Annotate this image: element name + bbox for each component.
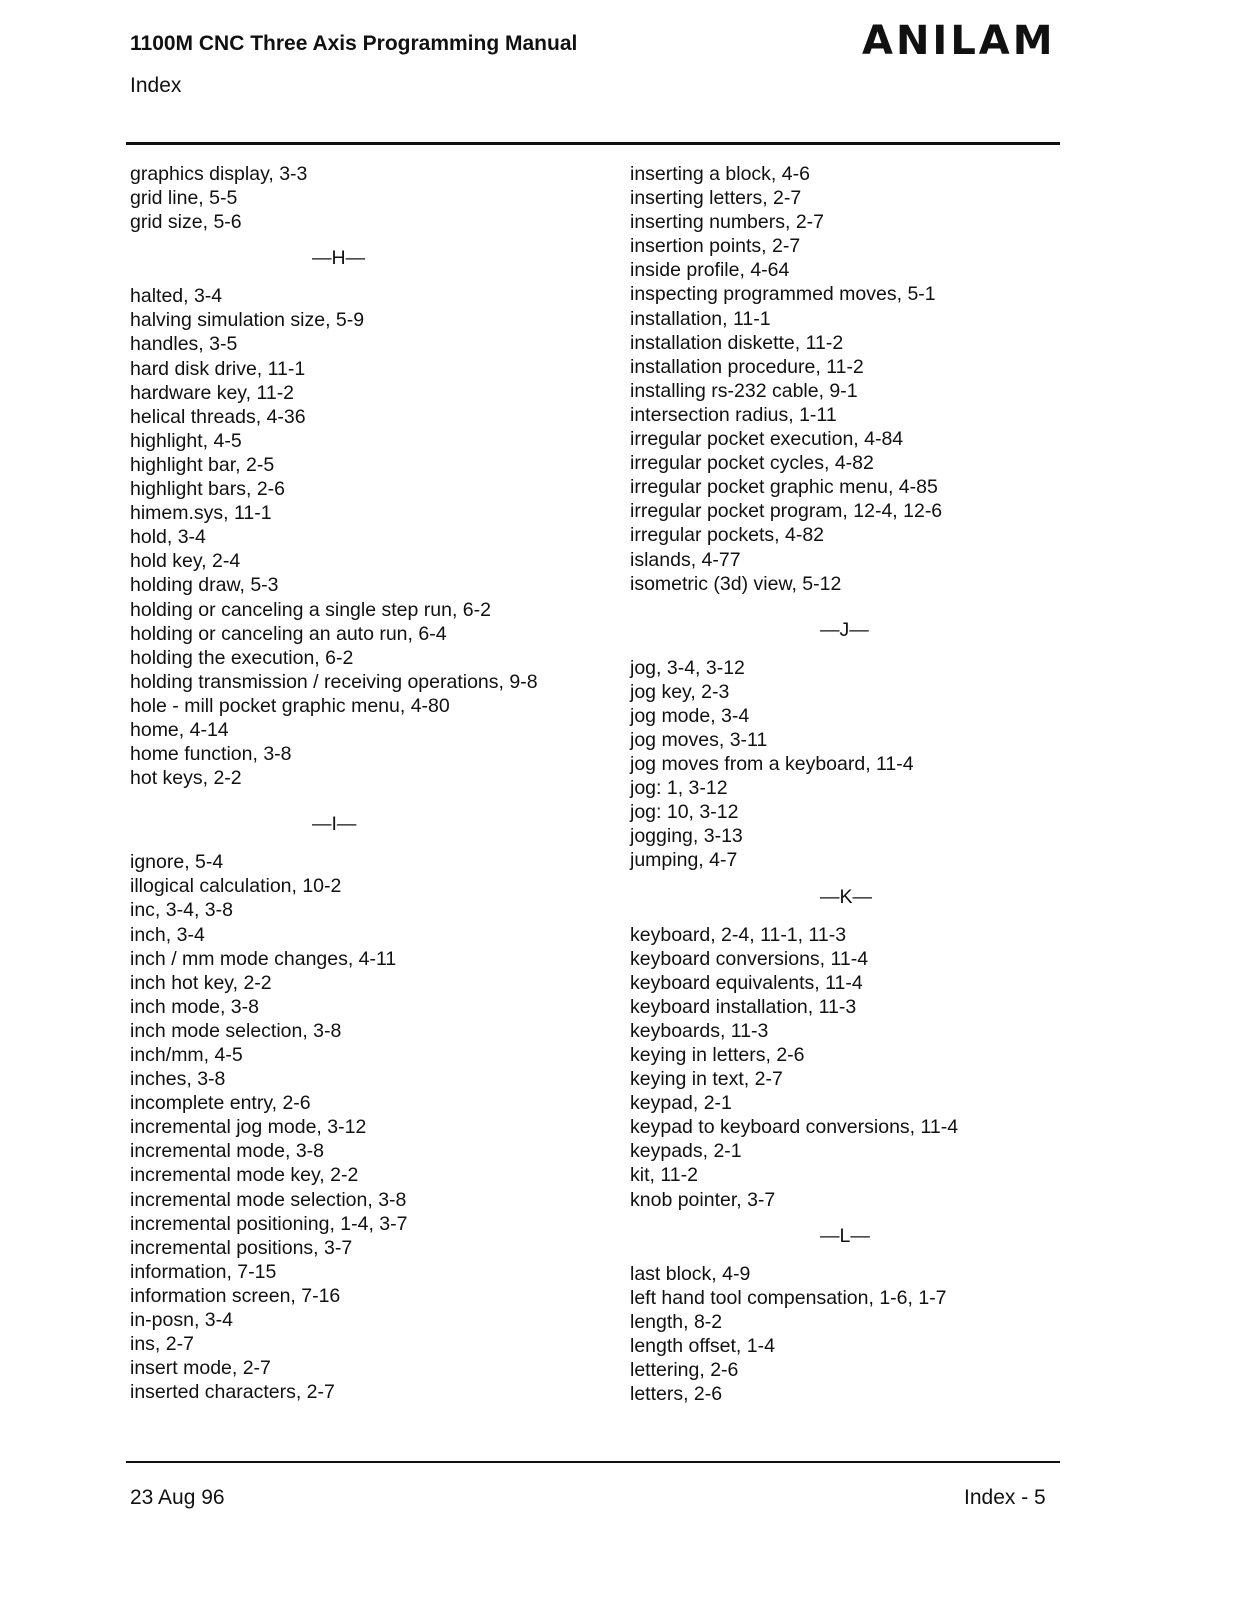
index-entry: keyboards, 11-3	[630, 1019, 769, 1042]
index-entry: jogging, 3-13	[630, 825, 743, 848]
section-i-continued-entries	[630, 162, 1060, 596]
index-entry: inserting letters, 2-7	[630, 187, 802, 210]
index-entry: length offset, 1-4	[630, 1334, 775, 1357]
index-entry: inserting numbers, 2-7	[630, 211, 825, 234]
index-entry: keypad, 2-1	[630, 1092, 732, 1115]
index-entry: left hand tool compensation, 1-6, 1-7	[630, 1286, 947, 1309]
index-entry: irregular pocket execution, 4-84	[630, 428, 904, 451]
index-entry: holding the execution, 6-2	[130, 646, 354, 669]
section-k-entries	[630, 923, 1060, 1212]
index-entry: inch / mm mode changes, 4-11	[130, 947, 397, 970]
section-h-entries	[130, 284, 610, 790]
section-i-entries	[130, 850, 610, 1404]
index-entry: jog, 3-4, 3-12	[630, 656, 745, 679]
index-entry: handles, 3-5	[130, 333, 238, 356]
index-entry: islands, 4-77	[630, 548, 741, 571]
index-entry: holding or canceling a single step run, 6-2	[130, 598, 491, 621]
index-entry: keyboard installation, 11-3	[630, 995, 857, 1018]
index-entry: hot keys, 2-2	[130, 767, 242, 790]
section-heading-k: —K—	[820, 885, 873, 908]
index-entry: information screen, 7-16	[130, 1284, 341, 1307]
index-entry: inches, 3-8	[130, 1068, 226, 1091]
index-entry: intersection radius, 1-11	[630, 403, 837, 426]
index-entry: length, 8-2	[630, 1310, 723, 1333]
index-entry: insertion points, 2-7	[630, 235, 801, 258]
index-entry: incremental mode selection, 3-8	[130, 1188, 407, 1211]
index-entry: incremental jog mode, 3-12	[130, 1116, 367, 1139]
index-entry: highlight, 4-5	[130, 429, 242, 452]
index-entry: incomplete entry, 2-6	[130, 1092, 311, 1115]
index-entry: installation procedure, 11-2	[630, 355, 864, 378]
section-heading-j: —J—	[820, 618, 869, 641]
index-entry: irregular pocket graphic menu, 4-85	[630, 476, 938, 499]
section-g-entries	[130, 162, 610, 234]
index-entry: keypad to keyboard conversions, 11-4	[630, 1116, 959, 1139]
footer-page-number: Index - 5	[964, 1486, 1046, 1509]
index-entry: inch mode, 3-8	[130, 995, 259, 1018]
index-entry: installation diskette, 11-2	[630, 331, 844, 354]
index-entry: inside profile, 4-64	[630, 259, 790, 282]
index-entry: ignore, 5-4	[130, 851, 224, 874]
index-entry: incremental mode key, 2-2	[130, 1164, 359, 1187]
index-entry: illogical calculation, 10-2	[130, 875, 342, 898]
index-entry: knob pointer, 3-7	[630, 1188, 776, 1211]
index-entry: irregular pocket program, 12-4, 12-6	[630, 500, 943, 523]
index-entry: jog mode, 3-4	[630, 704, 750, 727]
index-entry: incremental positions, 3-7	[130, 1236, 353, 1259]
index-entry: jog: 1, 3-12	[630, 777, 728, 800]
index-entry: hard disk drive, 11-1	[130, 357, 306, 380]
index-entry: keyboard equivalents, 11-4	[630, 971, 863, 994]
index-entry: installing rs-232 cable, 9-1	[630, 379, 858, 402]
index-entry: irregular pocket cycles, 4-82	[630, 452, 874, 475]
index-entry: letters, 2-6	[630, 1383, 723, 1406]
index-entry: jog moves, 3-11	[630, 728, 768, 751]
index-entry: helical threads, 4-36	[130, 405, 306, 428]
index-entry: holding transmission / receiving operations, 9-8	[130, 670, 538, 693]
index-entry: information, 7-15	[130, 1260, 277, 1283]
index-entry: graphics display, 3-3	[130, 163, 308, 185]
index-entry: lettering, 2-6	[630, 1359, 739, 1382]
index-entry: halted, 3-4	[130, 285, 223, 308]
index-column-right	[630, 162, 1060, 1406]
header-subtitle: Index	[130, 74, 182, 97]
index-entry: grid size, 5-6	[130, 211, 242, 234]
index-entry: home function, 3-8	[130, 743, 292, 766]
index-entry: inch mode selection, 3-8	[130, 1019, 342, 1042]
brand-logo: ANILAM	[862, 18, 1056, 64]
section-heading-i: —I—	[312, 813, 357, 836]
top-divider	[126, 142, 1060, 145]
index-entry: in-posn, 3-4	[130, 1309, 233, 1332]
index-entry: grid line, 5-5	[130, 187, 238, 210]
index-entry: inch, 3-4	[130, 923, 205, 946]
index-entry: keyboard conversions, 11-4	[630, 947, 869, 970]
index-entry: highlight bars, 2-6	[130, 478, 286, 501]
index-entry: inch hot key, 2-2	[130, 971, 272, 994]
index-entry: highlight bar, 2-5	[130, 453, 275, 476]
index-entry: hold key, 2-4	[130, 550, 241, 573]
index-column-left	[130, 162, 610, 1404]
index-entry: incremental positioning, 1-4, 3-7	[130, 1212, 408, 1235]
index-entry: keypads, 2-1	[630, 1140, 742, 1163]
index-entry: irregular pockets, 4-82	[630, 524, 825, 547]
footer-date: 23 Aug 96	[130, 1486, 225, 1509]
index-entry: holding or canceling an auto run, 6-4	[130, 622, 447, 645]
section-j-entries	[630, 656, 1060, 873]
index-entry: keying in text, 2-7	[630, 1068, 783, 1091]
index-entry: inc, 3-4, 3-8	[130, 899, 233, 922]
index-entry: keyboard, 2-4, 11-1, 11-3	[630, 923, 847, 946]
index-entry: keying in letters, 2-6	[630, 1044, 805, 1066]
index-entry: insert mode, 2-7	[130, 1357, 271, 1380]
index-entry: jog: 10, 3-12	[630, 801, 739, 824]
index-entry: home, 4-14	[130, 718, 229, 741]
index-entry: holding draw, 5-3	[130, 574, 279, 597]
index-entry: hardware key, 11-2	[130, 381, 295, 404]
bottom-divider	[126, 1461, 1060, 1463]
index-entry: isometric (3d) view, 5-12	[630, 572, 842, 595]
index-entry: jumping, 4-7	[630, 849, 738, 872]
index-entry: inch/mm, 4-5	[130, 1044, 243, 1066]
section-heading-l: —L—	[820, 1224, 870, 1247]
index-entry: last block, 4-9	[630, 1262, 751, 1285]
index-entry: halving simulation size, 5-9	[130, 309, 365, 332]
index-entry: himem.sys, 11-1	[130, 502, 272, 525]
index-entry: inserted characters, 2-7	[130, 1381, 335, 1404]
index-entry: installation, 11-1	[630, 307, 771, 330]
header-title: 1100M CNC Three Axis Programming Manual	[130, 32, 578, 55]
index-entry: jog moves from a keyboard, 11-4	[630, 753, 914, 776]
index-entry: jog key, 2-3	[630, 680, 730, 703]
index-entry: hole - mill pocket graphic menu, 4-80	[130, 694, 450, 717]
section-heading-h: —H—	[312, 247, 366, 270]
index-entry: inspecting programmed moves, 5-1	[630, 283, 936, 306]
index-entry: ins, 2-7	[130, 1333, 194, 1356]
index-entry: incremental mode, 3-8	[130, 1140, 325, 1163]
index-entry: kit, 11-2	[630, 1164, 698, 1187]
index-entry: inserting a block, 4-6	[630, 163, 810, 185]
section-l-entries	[630, 1262, 1060, 1407]
index-entry: hold, 3-4	[130, 526, 206, 549]
